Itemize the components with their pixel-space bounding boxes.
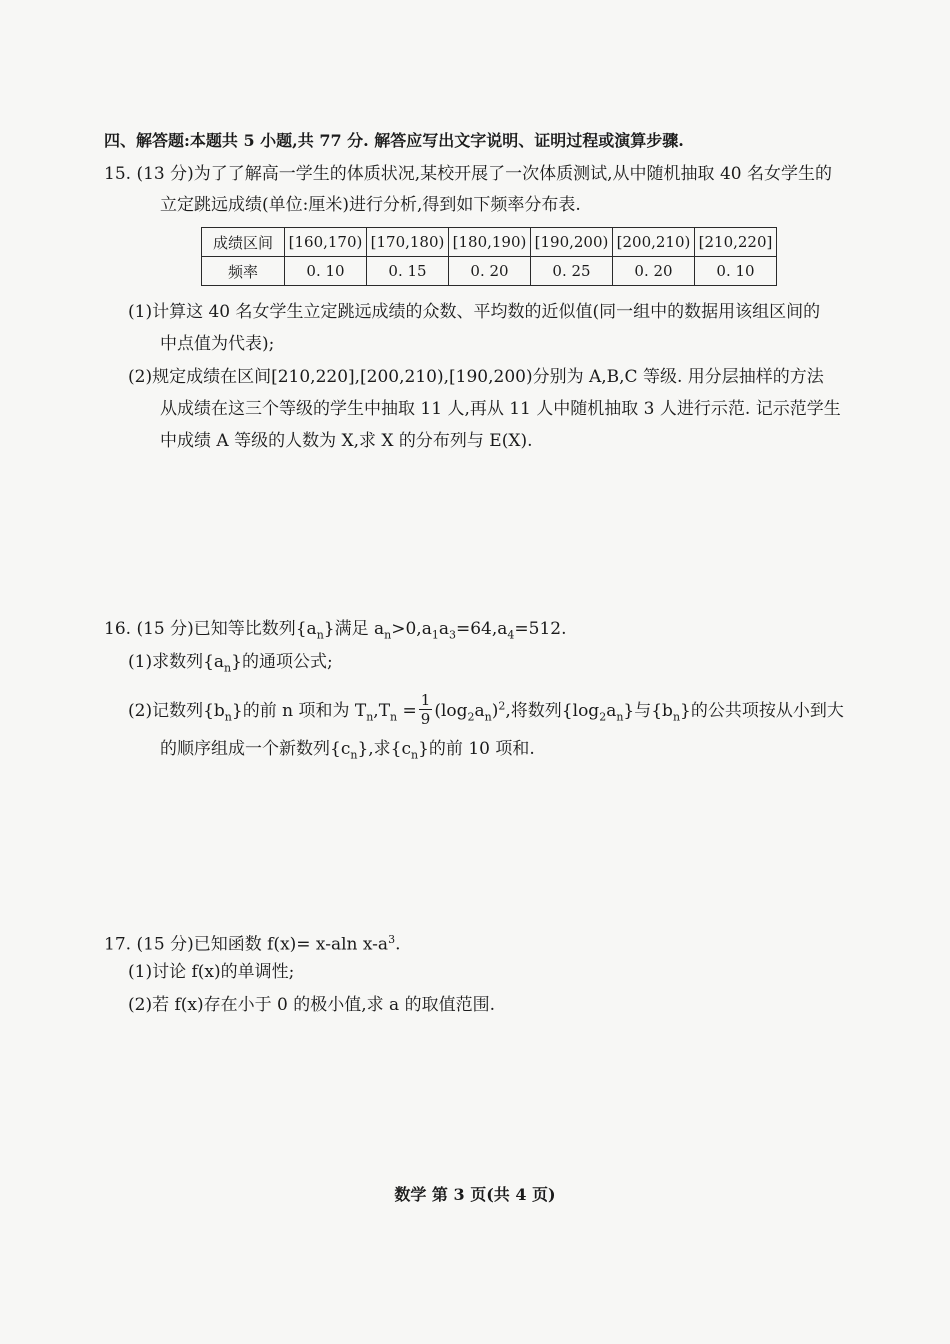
frequency-cell: 0. 20 <box>613 257 695 286</box>
subscript: n <box>616 710 624 724</box>
table-row-label: 频率 <box>202 257 285 286</box>
fraction-numerator: 1 <box>420 691 431 709</box>
interval-cell: [180,190) <box>449 228 531 257</box>
q17-line1 <box>104 929 400 956</box>
q16-text: a <box>606 701 617 721</box>
subscript: n <box>384 628 392 642</box>
superscript: 2 <box>498 699 506 713</box>
subscript: n <box>224 710 232 724</box>
q15-line1: 15. (13 分)为了了解高一学生的体质状况,某校开展了一次体质测试,从中随机抽取 40 名女学生的 <box>104 164 832 184</box>
interval-cell: [170,180) <box>367 228 449 257</box>
subscript: 3 <box>449 628 456 642</box>
subscript: n <box>350 748 358 762</box>
q16-text: =64,a <box>456 619 508 639</box>
subscript: n <box>316 628 324 642</box>
subscript: 4 <box>507 628 515 642</box>
q16-text: }与{b <box>623 701 673 721</box>
q16-text: }的前 10 项和. <box>418 739 535 759</box>
interval-cell: [190,200) <box>531 228 613 257</box>
q16-line1 <box>104 618 567 646</box>
section-header: 四、解答题:本题共 5 小题,共 77 分. 解答应写出文字说明、证明过程或演算步骤. <box>104 131 684 150</box>
fraction-denominator: 9 <box>420 710 431 728</box>
interval-cell: [200,210) <box>613 228 695 257</box>
fraction <box>419 691 433 728</box>
interval-cell: [160,170) <box>285 228 367 257</box>
q16-text: (1)求数列{a <box>128 652 225 672</box>
q16-text: }的通项公式; <box>231 652 333 672</box>
q15-part2-line3: 中成绩 A 等级的人数为 X,求 X 的分布列与 E(X). <box>160 431 533 451</box>
subscript: 2 <box>467 710 475 724</box>
subscript: n <box>411 748 419 762</box>
q16-text: a <box>438 619 449 639</box>
frequency-cell: 0. 10 <box>285 257 367 286</box>
superscript: 3 <box>388 933 396 946</box>
frequency-cell: 0. 15 <box>367 257 449 286</box>
q16-text: >0,a <box>391 619 432 639</box>
frequency-cell: 0. 25 <box>531 257 613 286</box>
subscript: 1 <box>431 628 439 642</box>
q16-text: }的公共项按从小到大 <box>680 701 844 721</box>
q16-text: }满足 a <box>323 619 385 639</box>
q15-part2-line2: 从成绩在这三个等级的学生中抽取 11 人,再从 11 人中随机抽取 3 人进行示范. 记示范学生 <box>160 399 841 419</box>
q16-text: (log <box>434 701 468 721</box>
q16-text: 16. (15 分)已知等比数列{a <box>104 619 317 639</box>
q15-part1-line2: 中点值为代表); <box>160 334 275 354</box>
q16-text: =512. <box>514 619 567 639</box>
subscript: n <box>366 710 374 724</box>
frequency-table <box>201 227 777 286</box>
subscript: n <box>484 710 492 724</box>
subscript: n <box>672 710 681 724</box>
q16-text: = <box>397 701 417 721</box>
q17-text: . <box>395 934 401 955</box>
q16-text: },求{c <box>357 739 411 759</box>
q16-part1 <box>128 651 333 679</box>
frequency-cell: 0. 20 <box>449 257 531 286</box>
subscript: 2 <box>599 710 607 724</box>
q16-text: ,T <box>373 701 391 721</box>
subscript: n <box>390 710 398 724</box>
q15-part1-line1: (1)计算这 40 名女学生立定跳远成绩的众数、平均数的近似值(同一组中的数据用该组区间的 <box>128 302 821 322</box>
q17-part1: (1)讨论 f(x)的单调性; <box>128 962 295 982</box>
q16-text: (2)记数列{b <box>128 701 225 721</box>
q17-part2: (2)若 f(x)存在小于 0 的极小值,求 a 的取值范围. <box>128 995 496 1015</box>
interval-cell: [210,220] <box>695 228 777 257</box>
table-row-label: 成绩区间 <box>202 228 285 257</box>
q16-part2-line2 <box>160 738 535 766</box>
q16-text: }的前 n 项和为 T <box>231 701 367 721</box>
q17-text: 17. (15 分)已知函数 f(x)= x-aln x-a <box>104 934 389 955</box>
q16-part2-line1 <box>128 693 844 730</box>
q15-line2: 立定跳远成绩(单位:厘米)进行分析,得到如下频率分布表. <box>160 195 581 215</box>
q15-part2-line1: (2)规定成绩在区间[210,220],[200,210),[190,200)分别为 A,B,C 等级. 用分层抽样的方法 <box>128 367 824 387</box>
q16-text: a <box>474 701 485 721</box>
table-row <box>202 257 777 286</box>
subscript: n <box>224 661 232 675</box>
q16-text: ,将数列{log <box>505 701 600 721</box>
q16-text: 的顺序组成一个新数列{c <box>160 739 351 759</box>
q16-text: ) <box>491 701 499 721</box>
frequency-cell: 0. 10 <box>695 257 777 286</box>
table-row <box>202 228 777 257</box>
page-footer: 数学 第 3 页(共 4 页) <box>394 1185 556 1204</box>
